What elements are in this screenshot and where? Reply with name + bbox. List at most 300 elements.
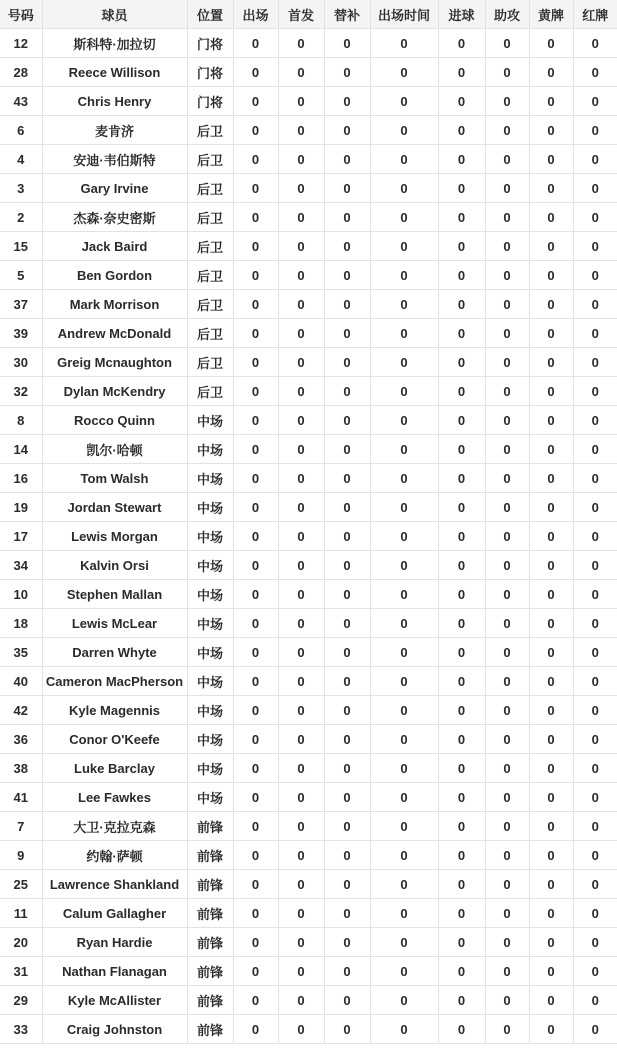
cell-minutes: 0 bbox=[370, 870, 438, 899]
cell-minutes: 0 bbox=[370, 377, 438, 406]
cell-yellows: 0 bbox=[529, 29, 573, 58]
cell-starts: 0 bbox=[278, 290, 324, 319]
cell-player: Craig Johnston bbox=[42, 1015, 187, 1044]
cell-subs: 0 bbox=[324, 145, 370, 174]
cell-yellows: 0 bbox=[529, 812, 573, 841]
cell-reds: 0 bbox=[573, 957, 617, 986]
cell-yellows: 0 bbox=[529, 377, 573, 406]
cell-yellows: 0 bbox=[529, 783, 573, 812]
cell-player: Kyle McAllister bbox=[42, 986, 187, 1015]
cell-player: Mark Morrison bbox=[42, 290, 187, 319]
cell-yellows: 0 bbox=[529, 667, 573, 696]
cell-apps: 0 bbox=[233, 232, 278, 261]
table-row bbox=[0, 522, 617, 551]
cell-reds: 0 bbox=[573, 58, 617, 87]
cell-minutes: 0 bbox=[370, 435, 438, 464]
cell-subs: 0 bbox=[324, 551, 370, 580]
cell-position: 中场 bbox=[187, 783, 233, 812]
cell-number: 39 bbox=[0, 319, 42, 348]
cell-starts: 0 bbox=[278, 696, 324, 725]
cell-assists: 0 bbox=[485, 899, 529, 928]
table-row bbox=[0, 377, 617, 406]
cell-subs: 0 bbox=[324, 725, 370, 754]
cell-yellows: 0 bbox=[529, 580, 573, 609]
cell-goals: 0 bbox=[438, 696, 485, 725]
cell-apps: 0 bbox=[233, 754, 278, 783]
cell-goals: 0 bbox=[438, 928, 485, 957]
cell-yellows: 0 bbox=[529, 261, 573, 290]
cell-reds: 0 bbox=[573, 29, 617, 58]
cell-minutes: 0 bbox=[370, 290, 438, 319]
cell-player: Luke Barclay bbox=[42, 754, 187, 783]
cell-starts: 0 bbox=[278, 928, 324, 957]
cell-player: Ryan Hardie bbox=[42, 928, 187, 957]
cell-apps: 0 bbox=[233, 928, 278, 957]
cell-minutes: 0 bbox=[370, 812, 438, 841]
cell-position: 中场 bbox=[187, 725, 233, 754]
cell-number: 31 bbox=[0, 957, 42, 986]
cell-subs: 0 bbox=[324, 754, 370, 783]
cell-position: 后卫 bbox=[187, 319, 233, 348]
cell-assists: 0 bbox=[485, 87, 529, 116]
cell-minutes: 0 bbox=[370, 87, 438, 116]
cell-apps: 0 bbox=[233, 319, 278, 348]
cell-apps: 0 bbox=[233, 145, 278, 174]
cell-assists: 0 bbox=[485, 29, 529, 58]
cell-goals: 0 bbox=[438, 754, 485, 783]
cell-number: 41 bbox=[0, 783, 42, 812]
cell-assists: 0 bbox=[485, 638, 529, 667]
cell-minutes: 0 bbox=[370, 348, 438, 377]
table-row bbox=[0, 232, 617, 261]
cell-goals: 0 bbox=[438, 29, 485, 58]
table-row bbox=[0, 667, 617, 696]
cell-player: Calum Gallagher bbox=[42, 899, 187, 928]
cell-position: 中场 bbox=[187, 696, 233, 725]
cell-minutes: 0 bbox=[370, 1015, 438, 1044]
cell-subs: 0 bbox=[324, 203, 370, 232]
cell-player: Greig Mcnaughton bbox=[42, 348, 187, 377]
cell-goals: 0 bbox=[438, 116, 485, 145]
cell-goals: 0 bbox=[438, 145, 485, 174]
cell-reds: 0 bbox=[573, 638, 617, 667]
cell-assists: 0 bbox=[485, 464, 529, 493]
cell-minutes: 0 bbox=[370, 928, 438, 957]
table-row bbox=[0, 319, 617, 348]
cell-position: 中场 bbox=[187, 551, 233, 580]
cell-assists: 0 bbox=[485, 377, 529, 406]
cell-number: 43 bbox=[0, 87, 42, 116]
cell-position: 后卫 bbox=[187, 174, 233, 203]
cell-assists: 0 bbox=[485, 145, 529, 174]
cell-number: 9 bbox=[0, 841, 42, 870]
cell-subs: 0 bbox=[324, 116, 370, 145]
cell-player: 大卫·克拉克森 bbox=[42, 812, 187, 841]
cell-reds: 0 bbox=[573, 870, 617, 899]
cell-subs: 0 bbox=[324, 377, 370, 406]
cell-reds: 0 bbox=[573, 87, 617, 116]
column-header-starts: 首发 bbox=[278, 0, 324, 29]
cell-assists: 0 bbox=[485, 58, 529, 87]
cell-subs: 0 bbox=[324, 232, 370, 261]
cell-player: Nathan Flanagan bbox=[42, 957, 187, 986]
cell-starts: 0 bbox=[278, 870, 324, 899]
cell-yellows: 0 bbox=[529, 696, 573, 725]
cell-minutes: 0 bbox=[370, 841, 438, 870]
cell-minutes: 0 bbox=[370, 899, 438, 928]
cell-player: 麦肯济 bbox=[42, 116, 187, 145]
cell-yellows: 0 bbox=[529, 174, 573, 203]
cell-yellows: 0 bbox=[529, 725, 573, 754]
cell-goals: 0 bbox=[438, 174, 485, 203]
cell-player: Cameron MacPherson bbox=[42, 667, 187, 696]
cell-starts: 0 bbox=[278, 406, 324, 435]
cell-reds: 0 bbox=[573, 1015, 617, 1044]
cell-reds: 0 bbox=[573, 290, 617, 319]
cell-reds: 0 bbox=[573, 754, 617, 783]
column-header-number: 号码 bbox=[0, 0, 42, 29]
cell-subs: 0 bbox=[324, 957, 370, 986]
cell-player: Andrew McDonald bbox=[42, 319, 187, 348]
cell-starts: 0 bbox=[278, 493, 324, 522]
cell-minutes: 0 bbox=[370, 986, 438, 1015]
cell-starts: 0 bbox=[278, 812, 324, 841]
cell-starts: 0 bbox=[278, 725, 324, 754]
cell-player: Lee Fawkes bbox=[42, 783, 187, 812]
cell-reds: 0 bbox=[573, 435, 617, 464]
cell-reds: 0 bbox=[573, 928, 617, 957]
cell-goals: 0 bbox=[438, 812, 485, 841]
cell-starts: 0 bbox=[278, 464, 324, 493]
cell-player: 斯科特·加拉切 bbox=[42, 29, 187, 58]
cell-reds: 0 bbox=[573, 580, 617, 609]
column-header-goals: 进球 bbox=[438, 0, 485, 29]
cell-yellows: 0 bbox=[529, 928, 573, 957]
cell-subs: 0 bbox=[324, 435, 370, 464]
cell-player: Kalvin Orsi bbox=[42, 551, 187, 580]
cell-minutes: 0 bbox=[370, 522, 438, 551]
cell-yellows: 0 bbox=[529, 435, 573, 464]
cell-goals: 0 bbox=[438, 290, 485, 319]
cell-reds: 0 bbox=[573, 783, 617, 812]
cell-goals: 0 bbox=[438, 493, 485, 522]
table-row bbox=[0, 290, 617, 319]
cell-number: 12 bbox=[0, 29, 42, 58]
table-row bbox=[0, 609, 617, 638]
cell-goals: 0 bbox=[438, 551, 485, 580]
table-header bbox=[0, 0, 617, 29]
cell-starts: 0 bbox=[278, 1015, 324, 1044]
cell-player: 安迪·韦伯斯特 bbox=[42, 145, 187, 174]
cell-goals: 0 bbox=[438, 406, 485, 435]
cell-number: 10 bbox=[0, 580, 42, 609]
cell-apps: 0 bbox=[233, 87, 278, 116]
cell-reds: 0 bbox=[573, 464, 617, 493]
cell-apps: 0 bbox=[233, 638, 278, 667]
cell-assists: 0 bbox=[485, 696, 529, 725]
cell-reds: 0 bbox=[573, 696, 617, 725]
cell-minutes: 0 bbox=[370, 580, 438, 609]
table-row bbox=[0, 348, 617, 377]
cell-assists: 0 bbox=[485, 319, 529, 348]
cell-player: 凯尔·哈顿 bbox=[42, 435, 187, 464]
cell-goals: 0 bbox=[438, 58, 485, 87]
cell-position: 中场 bbox=[187, 464, 233, 493]
cell-player: Reece Willison bbox=[42, 58, 187, 87]
cell-reds: 0 bbox=[573, 551, 617, 580]
cell-minutes: 0 bbox=[370, 609, 438, 638]
cell-player: Conor O'Keefe bbox=[42, 725, 187, 754]
column-header-player: 球员 bbox=[42, 0, 187, 29]
cell-yellows: 0 bbox=[529, 754, 573, 783]
table-row bbox=[0, 754, 617, 783]
cell-assists: 0 bbox=[485, 406, 529, 435]
cell-apps: 0 bbox=[233, 609, 278, 638]
table-row bbox=[0, 551, 617, 580]
table-row bbox=[0, 58, 617, 87]
cell-yellows: 0 bbox=[529, 522, 573, 551]
table-row bbox=[0, 435, 617, 464]
table-row bbox=[0, 406, 617, 435]
cell-apps: 0 bbox=[233, 551, 278, 580]
cell-player: Tom Walsh bbox=[42, 464, 187, 493]
cell-minutes: 0 bbox=[370, 667, 438, 696]
cell-position: 后卫 bbox=[187, 348, 233, 377]
cell-apps: 0 bbox=[233, 841, 278, 870]
cell-number: 37 bbox=[0, 290, 42, 319]
cell-apps: 0 bbox=[233, 261, 278, 290]
table-row bbox=[0, 870, 617, 899]
cell-goals: 0 bbox=[438, 319, 485, 348]
cell-minutes: 0 bbox=[370, 145, 438, 174]
cell-assists: 0 bbox=[485, 986, 529, 1015]
cell-subs: 0 bbox=[324, 406, 370, 435]
cell-subs: 0 bbox=[324, 348, 370, 377]
cell-assists: 0 bbox=[485, 957, 529, 986]
cell-subs: 0 bbox=[324, 58, 370, 87]
table-row bbox=[0, 580, 617, 609]
cell-subs: 0 bbox=[324, 261, 370, 290]
cell-reds: 0 bbox=[573, 406, 617, 435]
cell-number: 14 bbox=[0, 435, 42, 464]
table-row bbox=[0, 725, 617, 754]
cell-apps: 0 bbox=[233, 464, 278, 493]
cell-goals: 0 bbox=[438, 725, 485, 754]
cell-reds: 0 bbox=[573, 232, 617, 261]
table-row bbox=[0, 29, 617, 58]
cell-starts: 0 bbox=[278, 986, 324, 1015]
cell-position: 后卫 bbox=[187, 116, 233, 145]
cell-reds: 0 bbox=[573, 667, 617, 696]
cell-yellows: 0 bbox=[529, 87, 573, 116]
cell-apps: 0 bbox=[233, 986, 278, 1015]
cell-assists: 0 bbox=[485, 435, 529, 464]
cell-player: Jack Baird bbox=[42, 232, 187, 261]
cell-starts: 0 bbox=[278, 145, 324, 174]
cell-number: 19 bbox=[0, 493, 42, 522]
cell-number: 6 bbox=[0, 116, 42, 145]
cell-minutes: 0 bbox=[370, 464, 438, 493]
table-row bbox=[0, 261, 617, 290]
cell-number: 28 bbox=[0, 58, 42, 87]
cell-yellows: 0 bbox=[529, 319, 573, 348]
column-header-assists: 助攻 bbox=[485, 0, 529, 29]
cell-assists: 0 bbox=[485, 290, 529, 319]
cell-number: 3 bbox=[0, 174, 42, 203]
cell-goals: 0 bbox=[438, 348, 485, 377]
cell-goals: 0 bbox=[438, 841, 485, 870]
cell-assists: 0 bbox=[485, 203, 529, 232]
cell-apps: 0 bbox=[233, 899, 278, 928]
cell-position: 前锋 bbox=[187, 841, 233, 870]
cell-assists: 0 bbox=[485, 1015, 529, 1044]
cell-yellows: 0 bbox=[529, 551, 573, 580]
cell-player: Rocco Quinn bbox=[42, 406, 187, 435]
cell-position: 前锋 bbox=[187, 986, 233, 1015]
cell-assists: 0 bbox=[485, 667, 529, 696]
cell-starts: 0 bbox=[278, 116, 324, 145]
cell-number: 16 bbox=[0, 464, 42, 493]
cell-yellows: 0 bbox=[529, 464, 573, 493]
cell-starts: 0 bbox=[278, 435, 324, 464]
cell-apps: 0 bbox=[233, 812, 278, 841]
table-row bbox=[0, 203, 617, 232]
cell-goals: 0 bbox=[438, 609, 485, 638]
cell-assists: 0 bbox=[485, 493, 529, 522]
cell-starts: 0 bbox=[278, 551, 324, 580]
cell-reds: 0 bbox=[573, 899, 617, 928]
cell-minutes: 0 bbox=[370, 783, 438, 812]
cell-subs: 0 bbox=[324, 290, 370, 319]
table-row bbox=[0, 638, 617, 667]
cell-goals: 0 bbox=[438, 203, 485, 232]
cell-subs: 0 bbox=[324, 1015, 370, 1044]
cell-number: 4 bbox=[0, 145, 42, 174]
cell-reds: 0 bbox=[573, 145, 617, 174]
cell-goals: 0 bbox=[438, 464, 485, 493]
cell-minutes: 0 bbox=[370, 493, 438, 522]
column-header-subs: 替补 bbox=[324, 0, 370, 29]
cell-subs: 0 bbox=[324, 609, 370, 638]
cell-apps: 0 bbox=[233, 377, 278, 406]
cell-assists: 0 bbox=[485, 348, 529, 377]
cell-position: 门将 bbox=[187, 29, 233, 58]
cell-apps: 0 bbox=[233, 58, 278, 87]
cell-number: 20 bbox=[0, 928, 42, 957]
cell-starts: 0 bbox=[278, 638, 324, 667]
cell-player: 约翰·萨顿 bbox=[42, 841, 187, 870]
cell-position: 后卫 bbox=[187, 203, 233, 232]
cell-position: 门将 bbox=[187, 87, 233, 116]
cell-starts: 0 bbox=[278, 957, 324, 986]
cell-assists: 0 bbox=[485, 522, 529, 551]
cell-subs: 0 bbox=[324, 464, 370, 493]
cell-yellows: 0 bbox=[529, 841, 573, 870]
cell-player: Lawrence Shankland bbox=[42, 870, 187, 899]
cell-goals: 0 bbox=[438, 870, 485, 899]
table-row bbox=[0, 899, 617, 928]
cell-yellows: 0 bbox=[529, 1015, 573, 1044]
cell-number: 29 bbox=[0, 986, 42, 1015]
cell-reds: 0 bbox=[573, 812, 617, 841]
table-row bbox=[0, 957, 617, 986]
column-header-minutes: 出场时间 bbox=[370, 0, 438, 29]
table-row bbox=[0, 841, 617, 870]
cell-player: Stephen Mallan bbox=[42, 580, 187, 609]
cell-assists: 0 bbox=[485, 841, 529, 870]
table-row bbox=[0, 145, 617, 174]
cell-goals: 0 bbox=[438, 783, 485, 812]
cell-number: 40 bbox=[0, 667, 42, 696]
cell-apps: 0 bbox=[233, 870, 278, 899]
cell-reds: 0 bbox=[573, 986, 617, 1015]
cell-number: 36 bbox=[0, 725, 42, 754]
cell-minutes: 0 bbox=[370, 58, 438, 87]
cell-number: 32 bbox=[0, 377, 42, 406]
cell-minutes: 0 bbox=[370, 696, 438, 725]
cell-number: 8 bbox=[0, 406, 42, 435]
cell-apps: 0 bbox=[233, 29, 278, 58]
cell-yellows: 0 bbox=[529, 232, 573, 261]
cell-subs: 0 bbox=[324, 174, 370, 203]
cell-goals: 0 bbox=[438, 580, 485, 609]
cell-assists: 0 bbox=[485, 261, 529, 290]
cell-player: 杰森·奈史密斯 bbox=[42, 203, 187, 232]
cell-yellows: 0 bbox=[529, 986, 573, 1015]
cell-position: 中场 bbox=[187, 580, 233, 609]
cell-position: 后卫 bbox=[187, 145, 233, 174]
cell-starts: 0 bbox=[278, 232, 324, 261]
cell-goals: 0 bbox=[438, 899, 485, 928]
cell-assists: 0 bbox=[485, 232, 529, 261]
cell-position: 前锋 bbox=[187, 812, 233, 841]
cell-assists: 0 bbox=[485, 551, 529, 580]
cell-position: 中场 bbox=[187, 406, 233, 435]
cell-number: 2 bbox=[0, 203, 42, 232]
cell-position: 前锋 bbox=[187, 870, 233, 899]
table-row bbox=[0, 116, 617, 145]
cell-apps: 0 bbox=[233, 725, 278, 754]
table-row bbox=[0, 174, 617, 203]
cell-position: 中场 bbox=[187, 493, 233, 522]
cell-starts: 0 bbox=[278, 609, 324, 638]
cell-player: Darren Whyte bbox=[42, 638, 187, 667]
cell-starts: 0 bbox=[278, 377, 324, 406]
cell-minutes: 0 bbox=[370, 638, 438, 667]
cell-number: 7 bbox=[0, 812, 42, 841]
cell-subs: 0 bbox=[324, 522, 370, 551]
cell-player: Gary Irvine bbox=[42, 174, 187, 203]
cell-number: 33 bbox=[0, 1015, 42, 1044]
cell-minutes: 0 bbox=[370, 232, 438, 261]
cell-starts: 0 bbox=[278, 58, 324, 87]
cell-goals: 0 bbox=[438, 435, 485, 464]
cell-goals: 0 bbox=[438, 667, 485, 696]
cell-minutes: 0 bbox=[370, 116, 438, 145]
cell-assists: 0 bbox=[485, 580, 529, 609]
cell-subs: 0 bbox=[324, 899, 370, 928]
cell-position: 中场 bbox=[187, 609, 233, 638]
cell-goals: 0 bbox=[438, 232, 485, 261]
cell-subs: 0 bbox=[324, 841, 370, 870]
cell-apps: 0 bbox=[233, 174, 278, 203]
table-row bbox=[0, 464, 617, 493]
cell-position: 中场 bbox=[187, 638, 233, 667]
cell-subs: 0 bbox=[324, 667, 370, 696]
cell-apps: 0 bbox=[233, 203, 278, 232]
cell-minutes: 0 bbox=[370, 319, 438, 348]
cell-yellows: 0 bbox=[529, 58, 573, 87]
